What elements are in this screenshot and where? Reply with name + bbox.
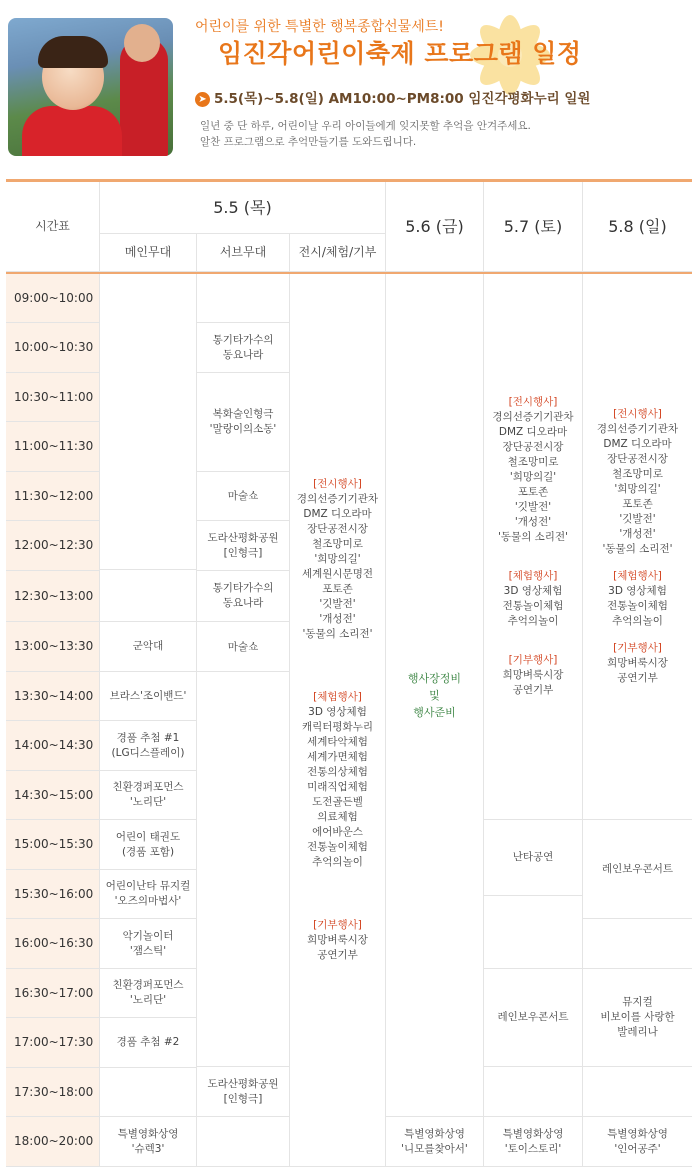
program-item: '희망의길': [509, 471, 557, 483]
event-line: [인형극]: [223, 1092, 263, 1105]
program-item: 전통놀이체험: [502, 600, 564, 612]
program-item: 철조망미로: [612, 468, 663, 480]
program-item: 전통놀이체험: [607, 600, 668, 612]
day-header-0507: 5.7 (토): [484, 182, 583, 272]
time-slot: 13:00~13:30: [6, 622, 100, 672]
program-item: 도전골든벨: [312, 796, 363, 808]
program-item: 미래직업체험: [307, 781, 368, 793]
day4-musical: [583, 969, 692, 1067]
time-slot: 16:30~17:00: [6, 969, 100, 1018]
sub-stage-event: [197, 571, 290, 622]
event-line: 도라산평화공원: [207, 1077, 279, 1090]
time-slot: 15:00~15:30: [6, 820, 100, 870]
event-line: 통기타가수의: [212, 582, 274, 594]
program-item: 세계원시문명전: [301, 568, 373, 580]
event-line: 동요나라: [222, 597, 264, 609]
day-header-0505: 5.5 (목): [100, 182, 386, 234]
program-item: 세계타악체험: [307, 736, 368, 748]
program-item: 전통의상체험: [307, 766, 368, 778]
main-stage-event: [100, 721, 197, 771]
sub-stage-event: [197, 373, 290, 472]
event-line: 어린이 태권도: [115, 830, 181, 843]
sub-stage-empty: [197, 672, 290, 1067]
program-item: 캐릭터평화누리: [301, 721, 373, 733]
time-slot: 10:30~11:00: [6, 373, 100, 422]
event-line: 특별영화상영: [607, 1127, 668, 1140]
prep-line: 행사준비: [413, 705, 456, 719]
event-line: 특별영화상영: [117, 1127, 179, 1140]
sub-stage-event: 마술쇼: [197, 472, 290, 521]
day-header-0508: 5.8 (일): [583, 182, 692, 272]
event-line: 경품 추첨 #1: [116, 731, 180, 744]
exhibit-tag: [전시행사]: [508, 396, 558, 408]
program-item: 경의선증기기관차: [596, 423, 679, 435]
main-stage-event: [100, 870, 197, 919]
program-item: 희망벼룩시장: [607, 657, 668, 669]
event-line: '노리단': [129, 994, 167, 1006]
experience-list: [597, 584, 678, 629]
day3-nanta: 난타공연: [484, 820, 583, 896]
day4-programs: [583, 274, 692, 820]
prep-line: 행사장정비: [407, 671, 462, 685]
program-item: '희망의길': [614, 483, 661, 495]
program-item: DMZ 디오라마: [303, 508, 372, 520]
event-line: 동요나라: [222, 348, 264, 361]
exhibit-list: [597, 422, 678, 557]
program-item: 3D 영상체험: [608, 585, 667, 597]
time-slot: 12:00~12:30: [6, 521, 100, 571]
event-line: 친환경퍼포먼스: [112, 979, 184, 991]
program-item: 포토존: [517, 486, 549, 498]
sub-stage-event: [197, 1067, 290, 1117]
event-line: '노리단': [129, 796, 167, 808]
experience-list: [297, 705, 378, 870]
time-slot: 14:00~14:30: [6, 721, 100, 771]
experience-tag: [체험행사]: [313, 691, 362, 703]
prep-line: 및: [429, 688, 440, 702]
program-item: 전통놀이체험: [307, 841, 368, 853]
donation-tag: [기부행사]: [613, 642, 662, 654]
program-item: 3D 영상체험: [503, 585, 563, 597]
main-stage-event: 브라스'조이밴드': [100, 672, 197, 721]
donation-list: [597, 656, 678, 686]
event-line: '니모를찾아서': [401, 1142, 468, 1155]
main-stage-event: [100, 1117, 197, 1167]
time-slot: 13:30~14:00: [6, 672, 100, 721]
program-item: '동물의 소리전': [498, 531, 568, 543]
program-item: 공연기부: [617, 672, 658, 684]
event-line: '인어공주': [614, 1142, 661, 1155]
event-line: 발레리나: [617, 1026, 658, 1038]
program-item: 추억의놀이: [612, 615, 663, 627]
donation-list: [297, 933, 378, 963]
description-line: 일년 중 단 하루, 어린이날 우리 아이들에게 잊지못할 추억을 안겨주세요.: [200, 120, 531, 132]
program-item: 철조망미로: [312, 538, 363, 550]
program-item: '동물의 소리전': [602, 543, 673, 555]
time-slot: 18:00~20:00: [6, 1117, 100, 1167]
main-stage-event: [100, 969, 197, 1018]
experience-tag: [체험행사]: [613, 570, 662, 582]
event-line: '슈렉3': [131, 1142, 165, 1155]
donation-tag: [기부행사]: [508, 654, 558, 666]
event-line: '토이스토리': [504, 1142, 562, 1155]
day4-empty: [583, 919, 692, 969]
sub-stage-header: 서브무대: [197, 234, 290, 272]
program-item: 3D 영상체험: [308, 706, 367, 718]
time-slot: 09:00~10:00: [6, 274, 100, 323]
program-item: 경의선증기기관차: [296, 493, 379, 505]
main-stage-empty: [100, 274, 197, 570]
program-item: '개성전': [319, 613, 356, 625]
program-item: 경의선증기기관차: [492, 411, 574, 423]
time-slot: 14:30~15:00: [6, 771, 100, 820]
program-item: '희망의길': [314, 553, 361, 565]
experience-list: [492, 584, 573, 629]
main-stage-event: 경품 추첨 #2: [100, 1018, 197, 1068]
schedule-label: 시간표: [6, 182, 100, 272]
program-item: 희망벼룩시장: [307, 934, 368, 946]
time-slot: 12:30~13:00: [6, 571, 100, 622]
event-line: 비보이를 사랑한: [600, 1011, 675, 1023]
exhibit-list: [492, 410, 573, 545]
time-slot: 11:30~12:00: [6, 472, 100, 521]
day2-movie: [386, 1117, 484, 1167]
exhibit-programs: [290, 274, 386, 1167]
program-item: '깃발전': [619, 513, 656, 525]
event-date-line: [195, 87, 590, 107]
time-slot: 17:00~17:30: [6, 1018, 100, 1068]
event-line: 어린이난타 뮤지컬: [105, 880, 191, 892]
event-line: 뮤지컬: [622, 996, 653, 1008]
sub-stage-empty: [197, 274, 290, 323]
program-item: DMZ 디오라마: [498, 426, 568, 438]
event-line: 특별영화상영: [404, 1127, 465, 1140]
exhibit-header: 전시/체험/기부: [290, 234, 386, 272]
event-line: '오즈의마법사': [114, 895, 182, 907]
page-title: 임진각어린이축제 프로그램 일정: [218, 39, 582, 68]
time-slot: 17:30~18:00: [6, 1068, 100, 1117]
day3-empty: [484, 1067, 583, 1117]
festival-photo: [8, 18, 173, 156]
program-item: 장단공전시장: [502, 441, 564, 453]
main-stage-empty: [100, 1068, 197, 1117]
sub-stage-event: [197, 323, 290, 373]
event-line: '잼스틱': [129, 944, 167, 957]
page-header: [0, 0, 699, 175]
program-item: '개성전': [514, 516, 552, 528]
program-item: 추억의놀이: [312, 856, 363, 868]
main-stage-event: [100, 771, 197, 820]
program-item: 포토존: [322, 583, 353, 595]
program-item: '깃발전': [514, 501, 552, 513]
event-date-text: 5.5(목)~5.8(일) AM10:00~PM8:00 임진각평화누리 일원: [214, 91, 591, 107]
program-item: 희망벼룩시장: [502, 669, 564, 681]
donation-list: [492, 668, 573, 698]
exhibit-list: [297, 492, 378, 642]
program-item: 세계가면체험: [307, 751, 368, 763]
program-item: 포토존: [622, 498, 653, 510]
sub-stage-empty: [197, 1117, 290, 1167]
event-line: 복화술인형극: [212, 408, 274, 420]
main-stage-event: [100, 919, 197, 969]
program-item: 공연기부: [512, 684, 554, 696]
main-stage-event: [100, 820, 197, 870]
header-description: [200, 118, 531, 150]
experience-tag: [체험행사]: [508, 570, 558, 582]
program-item: 장단공전시장: [307, 523, 368, 535]
time-slot: 10:00~10:30: [6, 323, 100, 373]
day3-rainbow-concert: 레인보우콘서트: [484, 969, 583, 1067]
header-subtitle: 어린이를 위한 특별한 행복종합선물세트!: [195, 19, 444, 35]
program-item: '동물의 소리전': [302, 628, 373, 640]
event-line: 악기놀이터: [122, 929, 174, 942]
day4-rainbow-concert: 레인보우콘서트: [583, 820, 692, 919]
time-slot: 11:00~11:30: [6, 422, 100, 472]
program-item: 공연기부: [317, 949, 358, 961]
program-item: 추억의놀이: [507, 615, 559, 627]
event-line: [인형극]: [223, 546, 263, 559]
program-item: DMZ 디오라마: [603, 438, 672, 450]
event-line: 친환경퍼포먼스: [112, 781, 184, 793]
donation-tag: [기부행사]: [313, 919, 362, 931]
day3-movie: [484, 1117, 583, 1167]
program-item: 장단공전시장: [607, 453, 668, 465]
sub-stage-event: [197, 521, 290, 571]
time-slot: 15:30~16:00: [6, 870, 100, 919]
day2-preparation: [386, 274, 484, 1117]
event-line: 도라산평화공원: [207, 531, 279, 544]
main-stage-event: 군악대: [100, 622, 197, 672]
event-line: (LG디스플레이): [111, 746, 185, 759]
sub-stage-event: 마술쇼: [197, 622, 290, 672]
exhibit-tag: [전시행사]: [613, 408, 662, 420]
main-stage-empty: [100, 570, 197, 622]
arrow-right-icon: ➤: [195, 92, 210, 107]
day4-movie: [583, 1117, 692, 1167]
time-slot: 16:00~16:30: [6, 919, 100, 969]
program-item: 철조망미로: [507, 456, 559, 468]
day-header-0506: 5.6 (금): [386, 182, 484, 272]
event-line: '말랑이의소동': [209, 423, 277, 435]
day3-programs: [484, 274, 583, 820]
program-item: 에어바운스: [312, 826, 363, 838]
event-line: 통기타가수의: [212, 333, 274, 346]
main-stage-header: 메인무대: [100, 234, 197, 272]
event-line: (경품 포함): [121, 845, 175, 858]
event-line: 특별영화상영: [502, 1127, 564, 1140]
program-item: '개성전': [619, 528, 656, 540]
day4-empty: [583, 1067, 692, 1117]
schedule-table: [6, 179, 692, 1167]
program-item: 의료체험: [317, 811, 358, 823]
description-line: 알찬 프로그램으로 추억만들기를 도와드립니다.: [200, 136, 417, 148]
exhibit-tag: [전시행사]: [313, 478, 362, 490]
program-item: '깃발전': [319, 598, 356, 610]
day3-empty: [484, 896, 583, 969]
